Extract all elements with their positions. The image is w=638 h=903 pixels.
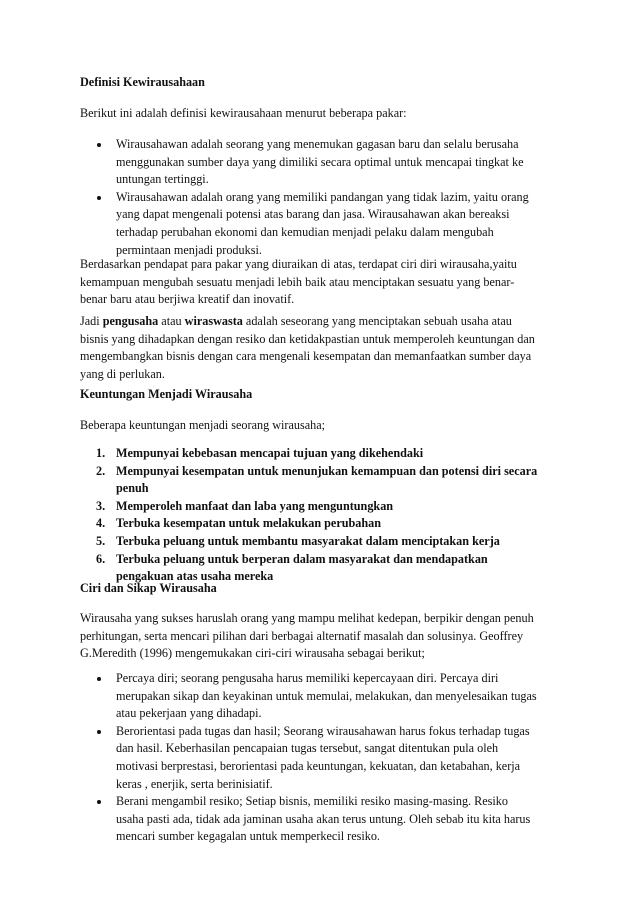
- bullet-icon: [97, 143, 101, 147]
- list-item: [80, 515, 570, 533]
- text-line: penuh: [116, 481, 149, 496]
- text-line: Terbuka kesempatan untuk melakukan perubahan: [116, 516, 382, 531]
- text-line: Berorientasi pada tugas dan hasil; Seorang wirausahawan harus fokus terhadap tugas: [116, 723, 530, 738]
- list-item: [80, 670, 570, 723]
- text-line: Wirausahawan adalah orang yang memiliki pandangan yang tidak lazim, yaitu orang: [116, 189, 529, 204]
- text-mid: atau: [158, 314, 185, 328]
- text-line: benar baru atau berjiwa kreatif dan inovatif.: [80, 292, 295, 307]
- text-line: Memperoleh manfaat dan laba yang menguntungkan: [116, 498, 394, 513]
- text-line: Berikut ini adalah definisi kewirausahaan menurut beberapa pakar:: [80, 106, 407, 120]
- bullet-icon: [97, 730, 101, 734]
- text-line: terhadap perubahan ekonomi dan kemudian menjadi pelaku dalam mengubah: [116, 224, 494, 239]
- text-line: Mempunyai kebebasan mencapai tujuan yang dikehendaki: [116, 446, 424, 460]
- term-wiraswasta: wiraswasta: [184, 314, 243, 328]
- bullet-icon: [97, 196, 101, 200]
- term-pengusaha: pengusaha: [102, 314, 159, 328]
- paragraph-jadi: [80, 313, 568, 383]
- heading-ciri: Ciri dan Sikap Wirausaha: [80, 581, 217, 595]
- text-line: usaha pasti ada, tidak ada jaminan usaha akan terus untung. Oleh sebab itu kita harus: [116, 811, 531, 826]
- text-line: keras , enerjik, serta berinisiatif.: [116, 776, 273, 791]
- list-number: 6.: [96, 551, 106, 566]
- list-item: [80, 723, 570, 793]
- text-line: untungan tertinggi.: [116, 172, 209, 187]
- bullet-icon: [97, 800, 101, 804]
- text-line: Terbuka peluang untuk membantu masyarakat dalam menciptakan kerja: [116, 533, 500, 548]
- text-line: Mempunyai kesempatan untuk menunjukan kemampuan dan potensi diri secara: [116, 463, 538, 478]
- text-line: atau pekerjaan yang dihadapi.: [116, 706, 262, 721]
- text-line: Wirausahawan adalah seorang yang menemukan gagasan baru dan selalu berusaha: [116, 137, 519, 151]
- traits-list: [80, 670, 570, 846]
- benefits-list: [80, 445, 570, 586]
- text-line: permintaan menjadi produksi.: [116, 242, 262, 257]
- paragraph-berdasarkan: [80, 256, 568, 309]
- text-line: Beberapa keuntungan menjadi seorang wirausaha;: [80, 418, 326, 432]
- text-line: mengembangkan bisnis dengan cara mengenali kesempatan dan memanfaatkan sumber daya: [80, 349, 532, 364]
- intro-keuntungan: [80, 417, 568, 435]
- text-line: kemampuan mengubah sesuatu menjadi lebih baik atau menciptakan sesuatu yang benar-: [80, 274, 515, 289]
- text-line: yang di perlukan.: [80, 366, 165, 381]
- paragraph-wirausaha: [80, 610, 568, 663]
- text-line: [80, 313, 568, 331]
- list-item: [80, 445, 570, 463]
- list-number: 4.: [96, 516, 106, 531]
- heading-definisi: Definisi Kewirausahaan: [80, 75, 205, 89]
- list-item: [80, 136, 570, 189]
- text-line: perhitungan, serta mencari pilihan dari berbagai alternatif masalah dan solusinya. Geoffrey: [80, 628, 524, 643]
- text-line: merupakan sikap dan keyakinan untuk memulai, melakukan, dan menyelesaikan tugas: [116, 688, 537, 703]
- list-item: [80, 189, 570, 259]
- text-line: menggunakan sumber daya yang dimiliki secara optimal untuk mencapai tingkat ke: [116, 154, 524, 169]
- text-line: Wirausaha yang sukses haruslah orang yang mampu melihat kedepan, berpikir dengan penuh: [80, 611, 534, 625]
- intro-definisi: [80, 105, 568, 123]
- list-number: 2.: [96, 463, 106, 478]
- text-line: Berdasarkan pendapat para pakar yang diuraikan di atas, terdapat ciri diri wirausaha,yaitu: [80, 257, 517, 271]
- list-item: [80, 498, 570, 516]
- definition-list: [80, 136, 570, 259]
- text-line: mencari sumber kegagalan untuk memperkecil resiko.: [116, 829, 380, 844]
- text-line: bisnis yang dihadapkan dengan resiko dan ketidakpastian untuk memperoleh keuntungan dan: [80, 331, 535, 346]
- text-line: dan hasil. Keberhasilan pencapaian tugas tersebut, sangat ditentukan pula oleh: [116, 741, 499, 756]
- text-line: yang dapat mengenali potensi atas barang dan jasa. Wirausahawan akan bereaksi: [116, 207, 510, 222]
- list-item: [80, 463, 570, 498]
- bullet-icon: [97, 677, 101, 681]
- text-line: pengakuan atas usaha mereka: [116, 569, 274, 584]
- text-line: Terbuka peluang untuk berperan dalam masyarakat dan mendapatkan: [116, 551, 488, 566]
- list-item: [80, 793, 570, 846]
- list-number: 3.: [96, 498, 106, 513]
- text-rest: adalah seseorang yang menciptakan sebuah usaha atau: [242, 314, 512, 328]
- list-number: 1.: [96, 446, 106, 460]
- list-item: [80, 533, 570, 551]
- text-line: Berani mengambil resiko; Setiap bisnis, memiliki resiko masing-masing. Resiko: [116, 794, 508, 809]
- heading-keuntungan: Keuntungan Menjadi Wirausaha: [80, 387, 253, 401]
- text-line: Percaya diri; seorang pengusaha harus memiliki kepercayaan diri. Percaya diri: [116, 671, 499, 685]
- list-number: 5.: [96, 533, 106, 548]
- text-line: motivasi berprestasi, berorientasi pada keuntungan, kekuatan, dan ketabahan, kerja: [116, 758, 521, 773]
- text-line: G.Meredith (1996) mengemukakan ciri-ciri wirausaha sebagai berikut;: [80, 646, 425, 661]
- text-prefix: Jadi: [80, 314, 103, 328]
